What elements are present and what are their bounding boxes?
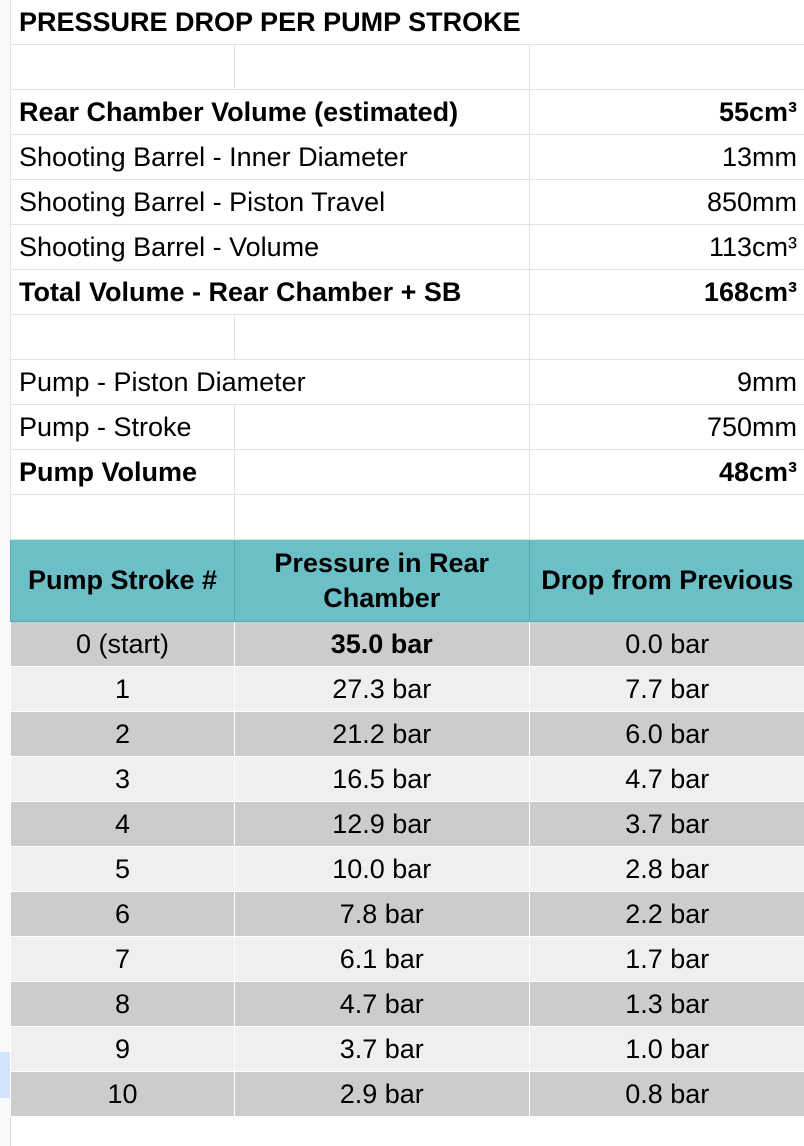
pump-row	[11, 360, 804, 405]
table-row	[11, 847, 804, 892]
stroke-cell[interactable]: 8	[11, 982, 235, 1027]
stroke-cell[interactable]: 1	[11, 667, 235, 712]
pump-value[interactable]: 750mm	[529, 405, 804, 450]
table-row	[11, 982, 804, 1027]
param-row	[11, 225, 804, 270]
param-value[interactable]: 168cm³	[529, 270, 804, 315]
column-header-stroke[interactable]: Pump Stroke #	[11, 540, 235, 622]
column-header-pressure[interactable]: Pressure in Rear Chamber	[234, 540, 529, 622]
stroke-cell[interactable]: 7	[11, 937, 235, 982]
empty-cell[interactable]	[234, 495, 529, 540]
empty-cell[interactable]	[234, 315, 529, 360]
pressure-cell[interactable]: 3.7 bar	[234, 1027, 529, 1072]
empty-cell[interactable]	[234, 450, 529, 495]
pressure-cell[interactable]: 16.5 bar	[234, 757, 529, 802]
pump-value[interactable]: 9mm	[529, 360, 804, 405]
param-label[interactable]: Rear Chamber Volume (estimated)	[11, 90, 530, 135]
pressure-cell[interactable]: 21.2 bar	[234, 712, 529, 757]
empty-cell[interactable]	[234, 45, 529, 90]
stroke-cell[interactable]: 2	[11, 712, 235, 757]
table-row	[11, 937, 804, 982]
drop-cell[interactable]: 7.7 bar	[529, 667, 804, 712]
table-row	[11, 757, 804, 802]
empty-cell[interactable]	[11, 315, 235, 360]
table-row	[11, 667, 804, 712]
table-row	[11, 892, 804, 937]
pump-row	[11, 450, 804, 495]
param-value[interactable]: 113cm³	[529, 225, 804, 270]
pump-label[interactable]: Pump Volume	[11, 450, 235, 495]
table-row	[11, 1027, 804, 1072]
param-label[interactable]: Shooting Barrel - Inner Diameter	[11, 135, 530, 180]
drop-cell[interactable]: 4.7 bar	[529, 757, 804, 802]
stroke-cell[interactable]: 6	[11, 892, 235, 937]
pump-label[interactable]: Pump - Piston Diameter	[11, 360, 530, 405]
sheet-row	[11, 0, 804, 45]
pressure-cell[interactable]: 7.8 bar	[234, 892, 529, 937]
column-header-drop[interactable]: Drop from Previous	[529, 540, 804, 622]
drop-cell[interactable]: 1.7 bar	[529, 937, 804, 982]
param-label[interactable]: Total Volume - Rear Chamber + SB	[11, 270, 530, 315]
sheet-row-blank	[11, 495, 804, 540]
table-header-row	[11, 540, 804, 622]
stroke-cell[interactable]: 10	[11, 1072, 235, 1117]
sheet-title[interactable]: PRESSURE DROP PER PUMP STROKE	[11, 0, 804, 45]
table-row	[11, 712, 804, 757]
stroke-cell[interactable]: 9	[11, 1027, 235, 1072]
selected-row-marker	[0, 1052, 10, 1098]
sheet-row-blank	[11, 45, 804, 90]
drop-cell[interactable]: 0.8 bar	[529, 1072, 804, 1117]
table-row	[11, 1072, 804, 1117]
drop-cell[interactable]: 1.0 bar	[529, 1027, 804, 1072]
empty-cell[interactable]	[529, 495, 804, 540]
stroke-cell[interactable]: 0 (start)	[11, 622, 235, 667]
empty-cell[interactable]	[529, 45, 804, 90]
param-row	[11, 270, 804, 315]
pressure-cell[interactable]: 6.1 bar	[234, 937, 529, 982]
empty-cell[interactable]	[11, 45, 235, 90]
stroke-cell[interactable]: 3	[11, 757, 235, 802]
param-row	[11, 90, 804, 135]
pressure-cell[interactable]: 35.0 bar	[234, 622, 529, 667]
drop-cell[interactable]: 3.7 bar	[529, 802, 804, 847]
drop-cell[interactable]: 2.8 bar	[529, 847, 804, 892]
sheet-grid	[10, 0, 804, 1117]
pressure-cell[interactable]: 27.3 bar	[234, 667, 529, 712]
param-value[interactable]: 55cm³	[529, 90, 804, 135]
drop-cell[interactable]: 6.0 bar	[529, 712, 804, 757]
empty-cell[interactable]	[529, 315, 804, 360]
empty-cell[interactable]	[11, 495, 235, 540]
param-label[interactable]: Shooting Barrel - Volume	[11, 225, 530, 270]
pump-label[interactable]: Pump - Stroke	[11, 405, 235, 450]
pump-value[interactable]: 48cm³	[529, 450, 804, 495]
stroke-cell[interactable]: 4	[11, 802, 235, 847]
pressure-cell[interactable]: 2.9 bar	[234, 1072, 529, 1117]
param-value[interactable]: 13mm	[529, 135, 804, 180]
empty-cell[interactable]	[234, 405, 529, 450]
drop-cell[interactable]: 1.3 bar	[529, 982, 804, 1027]
pressure-cell[interactable]: 4.7 bar	[234, 982, 529, 1027]
table-row	[11, 622, 804, 667]
drop-cell[interactable]: 2.2 bar	[529, 892, 804, 937]
param-row	[11, 135, 804, 180]
stroke-cell[interactable]: 5	[11, 847, 235, 892]
drop-cell[interactable]: 0.0 bar	[529, 622, 804, 667]
sheet-row-blank	[11, 315, 804, 360]
table-row	[11, 802, 804, 847]
pressure-cell[interactable]: 12.9 bar	[234, 802, 529, 847]
pump-row	[11, 405, 804, 450]
param-label[interactable]: Shooting Barrel - Piston Travel	[11, 180, 530, 225]
param-row	[11, 180, 804, 225]
pressure-cell[interactable]: 10.0 bar	[234, 847, 529, 892]
param-value[interactable]: 850mm	[529, 180, 804, 225]
